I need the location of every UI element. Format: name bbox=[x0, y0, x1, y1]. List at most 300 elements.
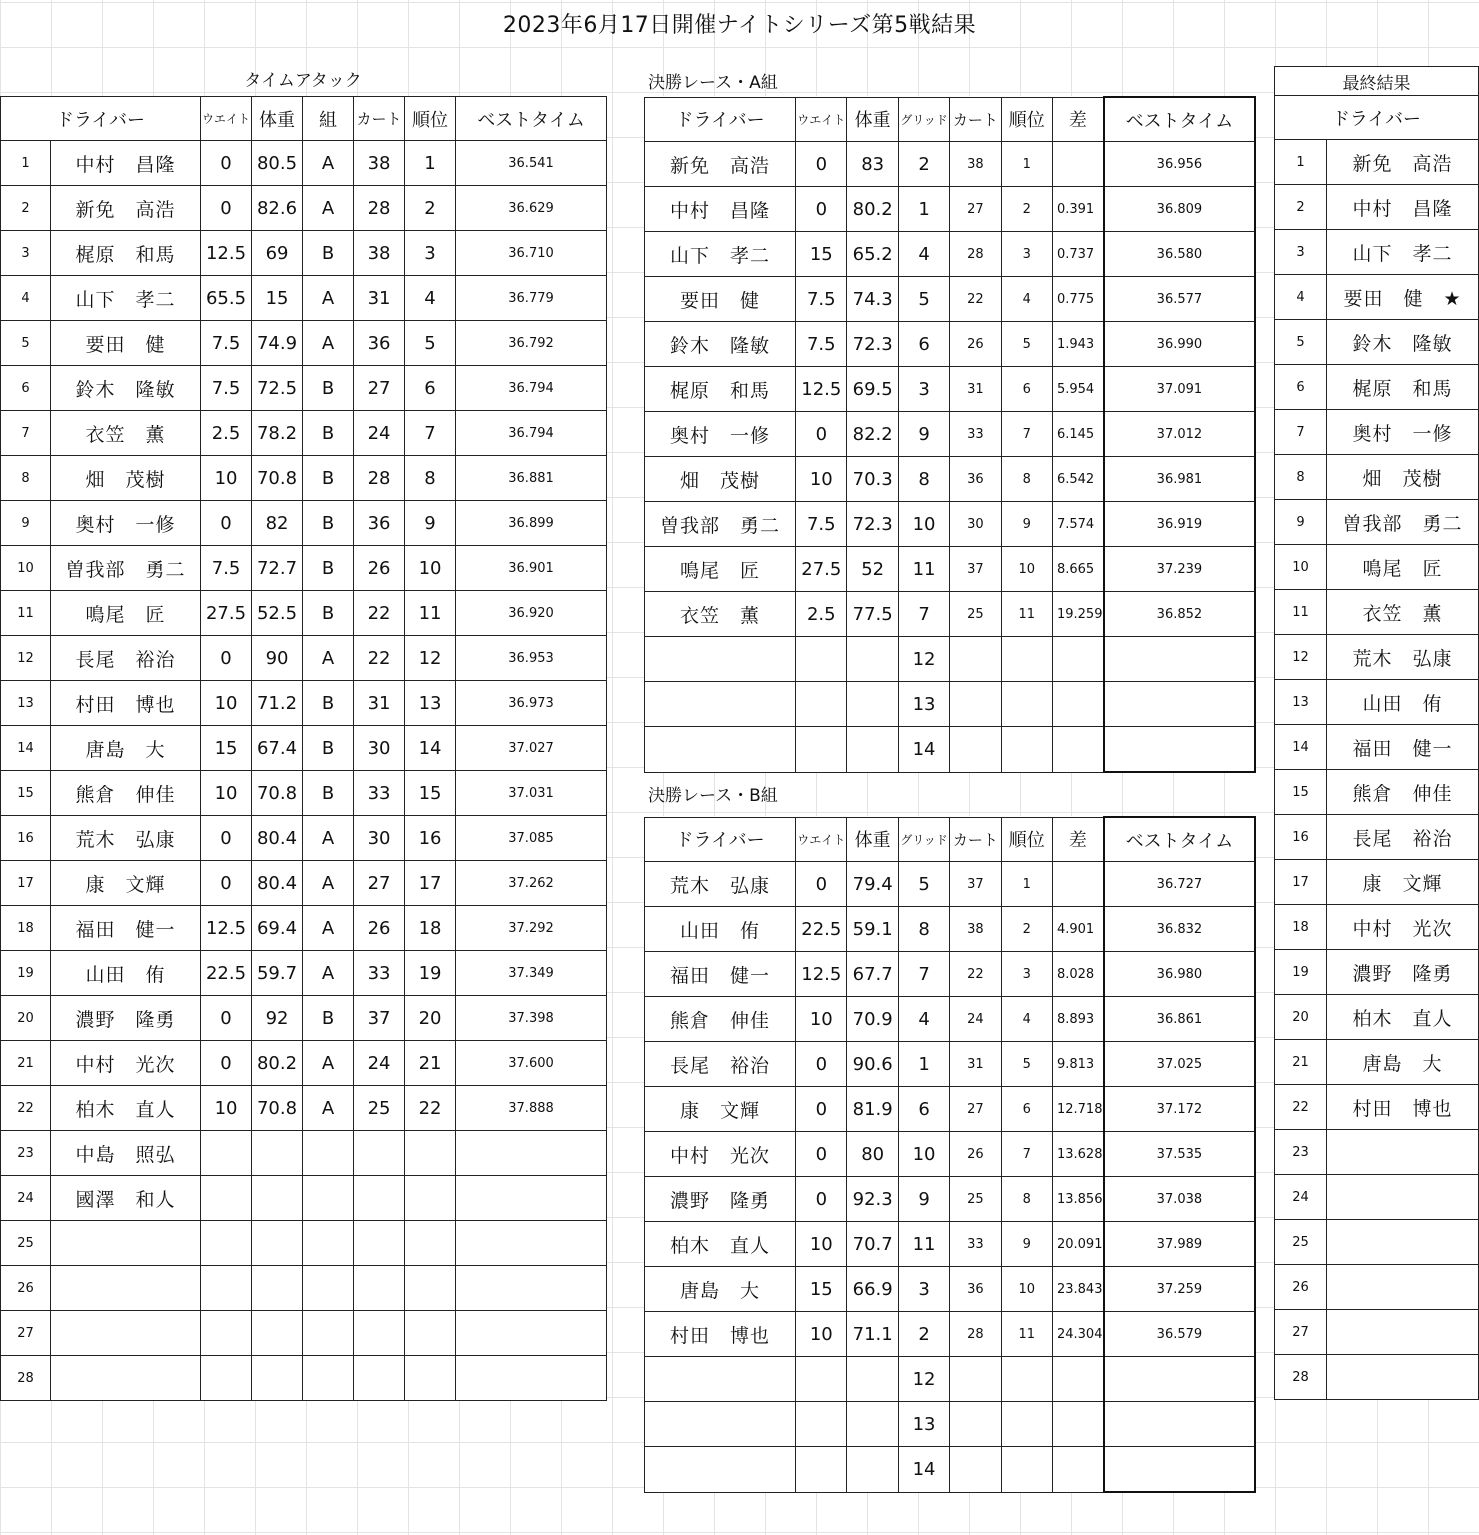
body-weight-cell: 70.8 bbox=[252, 456, 303, 501]
grid-cell: 6 bbox=[898, 1087, 949, 1132]
row-number: 22 bbox=[1275, 1085, 1327, 1130]
table-row bbox=[645, 367, 1256, 412]
best-time-cell: 37.012 bbox=[1104, 412, 1255, 457]
group-cell: B bbox=[303, 501, 354, 546]
weight-cell: 7.5 bbox=[201, 366, 252, 411]
row-number: 26 bbox=[1, 1266, 51, 1311]
row-number: 18 bbox=[1, 906, 51, 951]
table-row bbox=[1275, 860, 1479, 905]
group-cell: B bbox=[303, 996, 354, 1041]
best-time-cell: 37.989 bbox=[1104, 1222, 1255, 1267]
col-header-driver: ドライバー bbox=[645, 97, 796, 142]
driver-name: 山田 侑 bbox=[1327, 680, 1479, 725]
best-time-cell: 37.292 bbox=[456, 906, 607, 951]
table-row bbox=[1275, 1130, 1479, 1175]
table-row bbox=[645, 637, 1256, 682]
driver-name: 鳴尾 匠 bbox=[645, 547, 796, 592]
row-number: 22 bbox=[1, 1086, 51, 1131]
cart-cell: 28 bbox=[354, 456, 405, 501]
row-number: 5 bbox=[1, 321, 51, 366]
row-number: 7 bbox=[1, 411, 51, 456]
cart-cell: 31 bbox=[354, 681, 405, 726]
weight-cell: 0 bbox=[796, 142, 847, 187]
col-header-best-time: ベストタイム bbox=[1104, 97, 1255, 142]
best-time-cell: 37.262 bbox=[456, 861, 607, 906]
cart-cell: 26 bbox=[354, 906, 405, 951]
group-cell: B bbox=[303, 546, 354, 591]
weight-cell: 7.5 bbox=[201, 321, 252, 366]
rank-cell: 21 bbox=[405, 1041, 456, 1086]
driver-name: 長尾 裕治 bbox=[51, 636, 201, 681]
best-time-cell: 37.172 bbox=[1104, 1087, 1255, 1132]
col-header-best-time: ベストタイム bbox=[456, 97, 607, 141]
table-row bbox=[1275, 950, 1479, 995]
diff-cell: 20.091 bbox=[1052, 1222, 1103, 1267]
body-weight-cell: 70.3 bbox=[847, 457, 898, 502]
driver-name bbox=[645, 1402, 796, 1447]
diff-cell: 13.856 bbox=[1052, 1177, 1103, 1222]
table-row bbox=[1275, 320, 1479, 365]
cart-cell bbox=[354, 1356, 405, 1401]
weight-cell: 2.5 bbox=[796, 592, 847, 637]
table-row bbox=[1, 141, 607, 186]
group-cell: A bbox=[303, 186, 354, 231]
rank-cell: 11 bbox=[1001, 1312, 1052, 1357]
group-cell: B bbox=[303, 771, 354, 816]
driver-name bbox=[645, 682, 796, 727]
rank-cell: 10 bbox=[405, 546, 456, 591]
time-attack-label: タイムアタック bbox=[244, 71, 362, 91]
table-row bbox=[645, 1267, 1256, 1312]
driver-name bbox=[645, 727, 796, 773]
row-number: 23 bbox=[1, 1131, 51, 1176]
cart-cell bbox=[950, 682, 1001, 727]
col-header-diff: 差 bbox=[1052, 817, 1103, 862]
rank-cell: 5 bbox=[1001, 1042, 1052, 1087]
body-weight-cell: 80.4 bbox=[252, 816, 303, 861]
weight-cell: 7.5 bbox=[796, 502, 847, 547]
rank-cell: 4 bbox=[1001, 277, 1052, 322]
best-time-cell: 37.027 bbox=[456, 726, 607, 771]
diff-cell bbox=[1052, 1402, 1103, 1447]
row-number: 1 bbox=[1275, 140, 1327, 185]
table-row bbox=[1275, 995, 1479, 1040]
best-time-cell bbox=[1104, 1447, 1255, 1493]
group-cell bbox=[303, 1311, 354, 1356]
row-number: 19 bbox=[1275, 950, 1327, 995]
table-row bbox=[645, 952, 1256, 997]
driver-name: 衣笠 薫 bbox=[645, 592, 796, 637]
cart-cell: 36 bbox=[354, 501, 405, 546]
weight-cell: 0 bbox=[201, 501, 252, 546]
cart-cell bbox=[950, 1447, 1001, 1493]
weight-cell: 10 bbox=[201, 1086, 252, 1131]
table-row bbox=[645, 1312, 1256, 1357]
table-row bbox=[1, 456, 607, 501]
rank-cell: 19 bbox=[405, 951, 456, 996]
body-weight-cell: 82.2 bbox=[847, 412, 898, 457]
weight-cell: 12.5 bbox=[796, 367, 847, 412]
rank-cell bbox=[405, 1266, 456, 1311]
table-row bbox=[1, 681, 607, 726]
best-time-cell: 36.899 bbox=[456, 501, 607, 546]
diff-cell: 8.028 bbox=[1052, 952, 1103, 997]
table-row bbox=[645, 1132, 1256, 1177]
cart-cell: 38 bbox=[354, 231, 405, 276]
body-weight-cell bbox=[252, 1266, 303, 1311]
best-time-cell: 37.888 bbox=[456, 1086, 607, 1131]
best-time-cell: 36.579 bbox=[1104, 1312, 1255, 1357]
table-row bbox=[1, 366, 607, 411]
weight-cell: 0 bbox=[201, 816, 252, 861]
table-row bbox=[1275, 590, 1479, 635]
driver-name: 要田 健 bbox=[645, 277, 796, 322]
body-weight-cell: 15 bbox=[252, 276, 303, 321]
best-time-cell bbox=[456, 1176, 607, 1221]
cart-cell: 36 bbox=[354, 321, 405, 366]
table-row bbox=[1, 1176, 607, 1221]
driver-name: 衣笠 薫 bbox=[51, 411, 201, 456]
table-row bbox=[1275, 905, 1479, 950]
table-row bbox=[645, 457, 1256, 502]
body-weight-cell: 70.8 bbox=[252, 1086, 303, 1131]
rank-cell: 3 bbox=[1001, 952, 1052, 997]
weight-cell: 0 bbox=[796, 862, 847, 907]
row-number: 11 bbox=[1275, 590, 1327, 635]
best-time-cell: 37.025 bbox=[1104, 1042, 1255, 1087]
group-cell: A bbox=[303, 636, 354, 681]
table-row bbox=[1275, 770, 1479, 815]
row-number: 6 bbox=[1275, 365, 1327, 410]
rank-cell: 5 bbox=[1001, 322, 1052, 367]
best-time-cell bbox=[456, 1356, 607, 1401]
table-row bbox=[1, 591, 607, 636]
weight-cell: 15 bbox=[796, 232, 847, 277]
driver-name: 曽我部 勇二 bbox=[645, 502, 796, 547]
best-time-cell bbox=[456, 1221, 607, 1266]
cart-cell: 28 bbox=[950, 232, 1001, 277]
table-row bbox=[1275, 1310, 1479, 1355]
final-result-table bbox=[1274, 66, 1479, 1400]
diff-cell: 19.259 bbox=[1052, 592, 1103, 637]
table-row bbox=[645, 277, 1256, 322]
weight-cell: 7.5 bbox=[796, 277, 847, 322]
table-row bbox=[1, 1041, 607, 1086]
driver-name: 濃野 隆勇 bbox=[1327, 950, 1479, 995]
driver-name: 奥村 一修 bbox=[51, 501, 201, 546]
row-number: 7 bbox=[1275, 410, 1327, 455]
body-weight-cell: 69.5 bbox=[847, 367, 898, 412]
diff-cell: 23.843 bbox=[1052, 1267, 1103, 1312]
cart-cell: 30 bbox=[354, 816, 405, 861]
best-time-cell: 37.085 bbox=[456, 816, 607, 861]
row-number: 1 bbox=[1, 141, 51, 186]
weight-cell: 27.5 bbox=[201, 591, 252, 636]
table-row bbox=[645, 1447, 1256, 1493]
weight-cell bbox=[796, 1447, 847, 1493]
rank-cell: 1 bbox=[405, 141, 456, 186]
driver-name bbox=[1327, 1175, 1479, 1220]
driver-name: 新免 高浩 bbox=[645, 142, 796, 187]
best-time-cell bbox=[1104, 637, 1255, 682]
weight-cell bbox=[201, 1266, 252, 1311]
table-row bbox=[1275, 455, 1479, 500]
body-weight-cell: 74.3 bbox=[847, 277, 898, 322]
body-weight-cell: 71.1 bbox=[847, 1312, 898, 1357]
driver-name: 畑 茂樹 bbox=[1327, 455, 1479, 500]
grid-cell: 3 bbox=[898, 1267, 949, 1312]
grid-cell: 8 bbox=[898, 907, 949, 952]
col-header-cart: カート bbox=[950, 97, 1001, 142]
driver-name: 中村 昌隆 bbox=[1327, 185, 1479, 230]
grid-cell: 7 bbox=[898, 592, 949, 637]
driver-name: 濃野 隆勇 bbox=[51, 996, 201, 1041]
weight-cell: 0 bbox=[796, 187, 847, 232]
driver-name: 畑 茂樹 bbox=[51, 456, 201, 501]
group-cell: B bbox=[303, 456, 354, 501]
table-row bbox=[1, 726, 607, 771]
row-number: 10 bbox=[1275, 545, 1327, 590]
col-header-rank: 順位 bbox=[405, 97, 456, 141]
table-row bbox=[645, 1042, 1256, 1087]
table-row bbox=[1, 1131, 607, 1176]
best-time-cell: 36.901 bbox=[456, 546, 607, 591]
body-weight-cell: 72.3 bbox=[847, 322, 898, 367]
body-weight-cell: 83 bbox=[847, 142, 898, 187]
group-cell: A bbox=[303, 951, 354, 996]
diff-cell: 9.813 bbox=[1052, 1042, 1103, 1087]
best-time-cell bbox=[1104, 1357, 1255, 1402]
driver-name: 山下 孝二 bbox=[1327, 230, 1479, 275]
cart-cell: 26 bbox=[354, 546, 405, 591]
col-header-cart: カート bbox=[950, 817, 1001, 862]
cart-cell: 28 bbox=[950, 1312, 1001, 1357]
body-weight-cell: 52 bbox=[847, 547, 898, 592]
body-weight-cell: 67.7 bbox=[847, 952, 898, 997]
best-time-cell: 37.239 bbox=[1104, 547, 1255, 592]
weight-cell bbox=[796, 637, 847, 682]
weight-cell bbox=[201, 1311, 252, 1356]
rank-cell: 20 bbox=[405, 996, 456, 1041]
grid-cell: 4 bbox=[898, 232, 949, 277]
driver-name: 奥村 一修 bbox=[1327, 410, 1479, 455]
best-time-cell: 37.091 bbox=[1104, 367, 1255, 412]
rank-cell bbox=[405, 1131, 456, 1176]
cart-cell: 27 bbox=[950, 187, 1001, 232]
body-weight-cell bbox=[252, 1356, 303, 1401]
best-time-cell: 37.038 bbox=[1104, 1177, 1255, 1222]
weight-cell: 0 bbox=[796, 1177, 847, 1222]
grid-cell: 10 bbox=[898, 502, 949, 547]
cart-cell: 22 bbox=[950, 952, 1001, 997]
cart-cell: 22 bbox=[354, 591, 405, 636]
body-weight-cell bbox=[252, 1311, 303, 1356]
rank-cell: 9 bbox=[1001, 502, 1052, 547]
rank-cell: 16 bbox=[405, 816, 456, 861]
table-row bbox=[645, 592, 1256, 637]
cart-cell: 27 bbox=[354, 366, 405, 411]
row-number: 18 bbox=[1275, 905, 1327, 950]
best-time-cell bbox=[456, 1131, 607, 1176]
cart-cell: 25 bbox=[950, 1177, 1001, 1222]
driver-name: 要田 健 ★ bbox=[1327, 275, 1479, 320]
driver-name: 柏木 直人 bbox=[51, 1086, 201, 1131]
body-weight-cell: 92.3 bbox=[847, 1177, 898, 1222]
weight-cell bbox=[796, 727, 847, 773]
rank-cell: 18 bbox=[405, 906, 456, 951]
rank-cell bbox=[1001, 727, 1052, 773]
cart-cell bbox=[354, 1176, 405, 1221]
grid-cell: 10 bbox=[898, 1132, 949, 1177]
rank-cell: 11 bbox=[405, 591, 456, 636]
final-b-label: 決勝レース・B組 bbox=[648, 786, 778, 806]
table-row bbox=[1, 501, 607, 546]
cart-cell bbox=[950, 637, 1001, 682]
diff-cell bbox=[1052, 727, 1103, 773]
row-number: 15 bbox=[1, 771, 51, 816]
weight-cell: 0 bbox=[201, 141, 252, 186]
table-row bbox=[645, 142, 1256, 187]
best-time-cell bbox=[456, 1311, 607, 1356]
group-cell bbox=[303, 1176, 354, 1221]
row-number: 6 bbox=[1, 366, 51, 411]
body-weight-cell: 80 bbox=[847, 1132, 898, 1177]
grid-cell: 1 bbox=[898, 187, 949, 232]
rank-cell: 5 bbox=[405, 321, 456, 366]
rank-cell bbox=[405, 1311, 456, 1356]
body-weight-cell: 70.8 bbox=[252, 771, 303, 816]
best-time-cell: 36.577 bbox=[1104, 277, 1255, 322]
final-a-label: 決勝レース・A組 bbox=[648, 73, 778, 93]
weight-cell bbox=[201, 1356, 252, 1401]
best-time-cell: 36.981 bbox=[1104, 457, 1255, 502]
weight-cell: 0 bbox=[201, 186, 252, 231]
rank-cell: 7 bbox=[1001, 412, 1052, 457]
diff-cell bbox=[1052, 637, 1103, 682]
diff-cell bbox=[1052, 142, 1103, 187]
rank-cell: 6 bbox=[1001, 1087, 1052, 1132]
table-row bbox=[1275, 275, 1479, 320]
best-time-cell: 36.541 bbox=[456, 141, 607, 186]
best-time-cell: 37.031 bbox=[456, 771, 607, 816]
rank-cell: 22 bbox=[405, 1086, 456, 1131]
rank-cell: 6 bbox=[1001, 367, 1052, 412]
body-weight-cell bbox=[847, 1402, 898, 1447]
row-number: 10 bbox=[1, 546, 51, 591]
weight-cell: 0 bbox=[201, 996, 252, 1041]
body-weight-cell: 71.2 bbox=[252, 681, 303, 726]
driver-name: 柏木 直人 bbox=[1327, 995, 1479, 1040]
best-time-cell bbox=[1104, 1402, 1255, 1447]
row-number: 4 bbox=[1, 276, 51, 321]
body-weight-cell: 69.4 bbox=[252, 906, 303, 951]
col-header-driver: ドライバー bbox=[645, 817, 796, 862]
driver-name: 福田 健一 bbox=[645, 952, 796, 997]
weight-cell: 0 bbox=[796, 1087, 847, 1132]
best-time-cell: 37.535 bbox=[1104, 1132, 1255, 1177]
body-weight-cell: 70.9 bbox=[847, 997, 898, 1042]
weight-cell: 10 bbox=[201, 681, 252, 726]
rank-cell: 10 bbox=[1001, 1267, 1052, 1312]
body-weight-cell: 72.3 bbox=[847, 502, 898, 547]
table-row bbox=[1, 186, 607, 231]
group-cell: B bbox=[303, 366, 354, 411]
body-weight-cell: 72.7 bbox=[252, 546, 303, 591]
best-time-cell: 36.919 bbox=[1104, 502, 1255, 547]
row-number: 26 bbox=[1275, 1265, 1327, 1310]
best-time-cell: 37.349 bbox=[456, 951, 607, 996]
rank-cell: 7 bbox=[1001, 1132, 1052, 1177]
table-row bbox=[1275, 815, 1479, 860]
weight-cell: 12.5 bbox=[796, 952, 847, 997]
cart-cell: 25 bbox=[354, 1086, 405, 1131]
diff-cell: 8.665 bbox=[1052, 547, 1103, 592]
best-time-cell bbox=[1104, 682, 1255, 727]
group-cell: B bbox=[303, 726, 354, 771]
col-header-body-weight: 体重 bbox=[847, 817, 898, 862]
diff-cell: 8.893 bbox=[1052, 997, 1103, 1042]
table-row bbox=[1, 951, 607, 996]
diff-cell: 5.954 bbox=[1052, 367, 1103, 412]
col-header-driver: ドライバー bbox=[1, 97, 201, 141]
driver-name: 中村 光次 bbox=[51, 1041, 201, 1086]
rank-cell bbox=[405, 1221, 456, 1266]
row-number: 9 bbox=[1275, 500, 1327, 545]
group-cell bbox=[303, 1131, 354, 1176]
best-time-cell: 36.832 bbox=[1104, 907, 1255, 952]
rank-cell: 4 bbox=[1001, 997, 1052, 1042]
rank-cell: 9 bbox=[1001, 1222, 1052, 1267]
weight-cell: 0 bbox=[201, 636, 252, 681]
rank-cell: 8 bbox=[405, 456, 456, 501]
driver-name bbox=[1327, 1220, 1479, 1265]
driver-name: 康 文輝 bbox=[645, 1087, 796, 1132]
best-time-cell: 36.852 bbox=[1104, 592, 1255, 637]
weight-cell: 65.5 bbox=[201, 276, 252, 321]
cart-cell: 22 bbox=[354, 636, 405, 681]
driver-name: 福田 健一 bbox=[1327, 725, 1479, 770]
cart-cell: 37 bbox=[950, 862, 1001, 907]
table-row bbox=[1, 1221, 607, 1266]
weight-cell: 12.5 bbox=[201, 906, 252, 951]
best-time-cell: 36.953 bbox=[456, 636, 607, 681]
rank-cell: 2 bbox=[405, 186, 456, 231]
group-cell: A bbox=[303, 141, 354, 186]
driver-name: 荒木 弘康 bbox=[1327, 635, 1479, 680]
row-number: 25 bbox=[1, 1221, 51, 1266]
grid-cell: 14 bbox=[898, 727, 949, 773]
group-cell bbox=[303, 1221, 354, 1266]
table-row bbox=[645, 682, 1256, 727]
body-weight-cell: 82 bbox=[252, 501, 303, 546]
weight-cell: 10 bbox=[796, 1312, 847, 1357]
diff-cell: 4.901 bbox=[1052, 907, 1103, 952]
rank-cell bbox=[1001, 1402, 1052, 1447]
row-number: 4 bbox=[1275, 275, 1327, 320]
weight-cell: 10 bbox=[201, 456, 252, 501]
table-row bbox=[1275, 500, 1479, 545]
body-weight-cell: 70.7 bbox=[847, 1222, 898, 1267]
cart-cell: 33 bbox=[950, 412, 1001, 457]
diff-cell bbox=[1052, 862, 1103, 907]
cart-cell: 38 bbox=[354, 141, 405, 186]
best-time-cell: 36.956 bbox=[1104, 142, 1255, 187]
row-number: 20 bbox=[1, 996, 51, 1041]
row-number: 27 bbox=[1, 1311, 51, 1356]
body-weight-cell: 74.9 bbox=[252, 321, 303, 366]
weight-cell bbox=[201, 1131, 252, 1176]
col-header-driver: ドライバー bbox=[1275, 96, 1479, 140]
